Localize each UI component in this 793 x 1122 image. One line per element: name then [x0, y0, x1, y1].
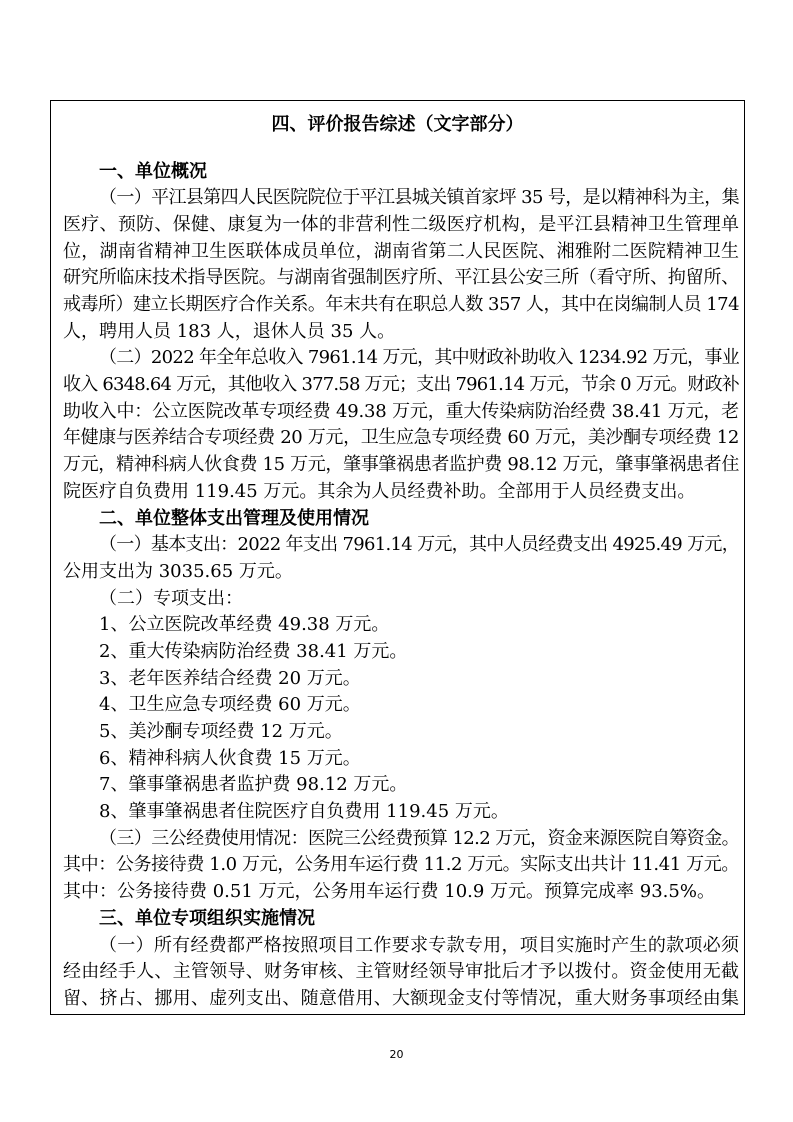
special-expenditure-list	[63, 612, 739, 826]
paragraph-line: （一）基本支出：2022 年支出 7961.14 万元，其中人员经费支出 4925.49 万元，	[99, 534, 739, 556]
special-expenditure-label: （二）专项支出：	[99, 587, 243, 609]
list-item: 4、卫生应急专项经费 60 万元。	[99, 694, 361, 716]
paragraph-line: 戒毒所）建立长期医疗合作关系。年末共有在职总人数 357 人，其中在岗编制人员 174	[63, 294, 739, 316]
paragraph-line: 院医疗自负费用 119.45 万元。其余为人员经费补助。全部用于人员经费支出。	[63, 480, 696, 502]
paragraph-line: （一）平江县第四人民医院院位于平江县城关镇首家坪 35 号，是以精神科为主，集	[99, 187, 739, 209]
page-number: 20	[389, 1048, 404, 1061]
paragraph-line: （三）三公经费使用情况：医院三公经费预算 12.2 万元，资金来源医院自筹资金。	[99, 827, 739, 849]
section-heading-unit-overview: 一、单位概况	[99, 160, 207, 182]
paragraph-unit-profile	[63, 185, 739, 345]
paragraph-basic-expenditure	[63, 532, 739, 585]
paragraph-line: 经由经手人、主管领导、财务审核、主管财经领导审批后才予以拨付。资金使用无截	[63, 961, 739, 983]
paragraph-line: 医疗、预防、保健、康复为一体的非营利性二级医疗机构，是平江县精神卫生管理单	[63, 213, 739, 235]
list-item: 6、精神科病人伙食费 15 万元。	[99, 747, 361, 769]
paragraph-fund-usage	[63, 933, 739, 1013]
paragraph-line: 位，湖南省精神卫生医联体成员单位，湖南省第二人民医院、湘雅附二医院精神卫生	[63, 240, 739, 262]
report-content	[63, 159, 739, 1013]
document-title: 四、评价报告综述（文字部分）	[271, 114, 524, 135]
list-item: 5、美沙酮专项经费 12 万元。	[99, 721, 343, 743]
list-item: 3、老年医养结合经费 20 万元。	[99, 667, 361, 689]
paragraph-line: 留、挤占、挪用、虚列支出、随意借用、大额现金支付等情况，重大财务事项经由集	[63, 987, 739, 1009]
section-heading-expenditure: 二、单位整体支出管理及使用情况	[99, 507, 369, 529]
list-item: 2、重大传染病防治经费 38.41 万元。	[99, 640, 408, 662]
paragraph-line: 公用支出为 3035.65 万元。	[63, 560, 293, 582]
paragraph-line: 收入 6348.64 万元，其他收入 377.58 万元；支出 7961.14 万元，节余 0 万元。财政补	[63, 374, 739, 396]
paragraph-line: 人，聘用人员 183 人，退休人员 35 人。	[63, 320, 396, 342]
paragraph-line: 研究所临床技术指导医院。与湖南省强制医疗所、平江县公安三所（看守所、拘留所、	[63, 267, 739, 289]
paragraph-line: 其中：公务接待费 0.51 万元，公务用车运行费 10.9 万元。预算完成率 93.5%。	[63, 881, 715, 903]
list-item: 7、肇事肇祸患者监护费 98.12 万元。	[99, 774, 408, 796]
paragraph-income-summary	[63, 345, 739, 505]
paragraph-line: 助收入中：公立医院改革专项经费 49.38 万元，重大传染病防治经费 38.41 万元，老	[63, 400, 739, 422]
report-frame	[50, 100, 745, 1015]
paragraph-line: 其中：公务接待费 1.0 万元，公务用车运行费 11.2 万元。实际支出共计 11.41 万元。	[63, 854, 739, 876]
paragraph-line: 年健康与医养结合专项经费 20 万元，卫生应急专项经费 60 万元，美沙酮专项经费 12	[63, 427, 739, 449]
paragraph-line: 万元，精神科病人伙食费 15 万元，肇事肇祸患者监护费 98.12 万元，肇事肇祸患者住	[63, 454, 739, 476]
paragraph-line: （二）2022 年全年总收入 7961.14 万元，其中财政补助收入 1234.92 万元，事业	[99, 347, 739, 369]
paragraph-three-public-expenses	[63, 826, 739, 906]
paragraph-line: （一）所有经费都严格按照项目工作要求专款专用，项目实施时产生的款项必须	[99, 934, 739, 956]
list-item: 1、公立医院改革经费 49.38 万元。	[99, 614, 390, 636]
list-item: 8、肇事肇祸患者住院医疗自负费用 119.45 万元。	[99, 801, 509, 823]
section-heading-implementation: 三、单位专项组织实施情况	[99, 907, 315, 929]
